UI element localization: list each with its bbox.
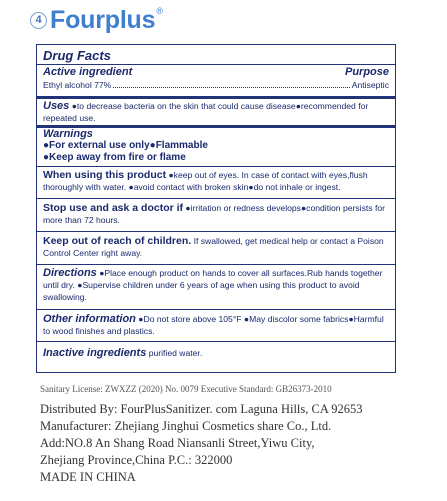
address-line-1: Add:NO.8 An Shang Road Niansanli Street,Yiwu City,: [40, 436, 315, 450]
when-using-text: keep out of eyes. In case of contact with eyes,flush thoroughly with water.: [43, 170, 368, 192]
directions-label: Directions: [43, 267, 97, 279]
inactive-label: Inactive ingredients: [43, 347, 147, 359]
when-using-text-2: avoid contact with broken skin: [133, 182, 249, 192]
when-using-text-3: do not inhale or ingest.: [253, 182, 341, 192]
brand-badge: 4: [30, 12, 47, 29]
manufacturer: Manufacturer: Zhejiang Jinghui Cosmetics share Co., Ltd.: [40, 419, 332, 433]
made-in: MADE IN CHINA: [40, 470, 136, 484]
keep-out-label: Keep out of reach of children.: [43, 235, 192, 247]
warnings-section: Warnings ●For external use only●Flammable ●Keep away from fire or flame: [37, 128, 395, 164]
directions-section: Directions ●Place enough product on hands to cover all surfaces.Rub hands together until dry. ●Supervise children under 6 years of age when using this product to avoid swallowing.: [43, 267, 383, 302]
ingredient-value: Ethyl alcohol 77%: [43, 80, 112, 90]
stop-use-text-1: irritation or redness develops: [190, 203, 301, 213]
warning-flammable: Flammable: [155, 140, 208, 151]
when-using-label: When using this product: [43, 169, 167, 181]
address-line-2: Zhejiang Province,China P.C.: 322000: [40, 453, 233, 467]
uses-text: to decrease bacteria on the skin that could cause disease: [76, 101, 296, 111]
warning-fire: Keep away from fire or flame: [49, 152, 186, 163]
keep-out-text: If swallowed, get medical help or contact a Poison Control Center right away.: [43, 236, 384, 258]
purpose-label: Purpose: [344, 66, 389, 78]
directions-text-1: Place enough product on hands to cover all surfaces.Rub hands together until dry.: [43, 268, 383, 290]
registered-mark: ®: [156, 6, 163, 16]
other-info-label: Other information: [43, 313, 136, 325]
drug-facts-title-section: [37, 47, 395, 65]
warnings-label: Warnings: [43, 128, 93, 140]
when-using-section: When using this product ●keep out of eyes. In case of contact with eyes,flush thoroughly with water. ●avoid contact with broken skin●do not inhale or ingest.: [43, 169, 368, 192]
inactive-section: [37, 347, 395, 359]
active-ingredient-section: [37, 66, 395, 91]
other-info-text-1: Do not store above 105°F: [143, 314, 242, 324]
inactive-text: purified water.: [148, 348, 203, 358]
distributed-by: Distributed By: FourPlusSanitizer. com Laguna Hills, CA 92653: [40, 402, 363, 416]
drug-facts-title: Drug Facts: [43, 48, 111, 63]
stop-use-label: Stop use and ask a doctor if: [43, 202, 184, 214]
directions-text-2: Supervise children under 6 years of age when using this product to avoid swallowing.: [43, 280, 360, 302]
other-info-text-3: Harmful to wood finishes and plastics.: [43, 314, 384, 336]
uses-text-2: recommended for repeated use.: [43, 101, 369, 123]
sanitary-license: Sanitary License: ZWXZZ (2020) No. 0079 Executive Standard: GB26373-2010: [40, 384, 332, 394]
uses-label: Uses: [43, 100, 70, 112]
brand-name: Fourplus: [50, 5, 156, 34]
purpose-value: Antiseptic: [351, 80, 389, 90]
stop-use-text-2: condition persists for more than 72 hours.: [43, 203, 385, 225]
keep-out-section: [37, 235, 395, 259]
drug-facts-panel: [36, 44, 396, 373]
warning-external: For external use only: [49, 140, 150, 151]
other-info-text-2: May discolor some fabrics: [249, 314, 349, 324]
stop-use-section: Stop use and ask a doctor if ●irritation or redness develops●condition persists for more than 72 hours.: [43, 202, 385, 225]
uses-section: Uses ●to decrease bacteria on the skin that could cause disease●recommended for repeated use.: [43, 100, 369, 123]
other-info-section: Other information ●Do not store above 105°F ●May discolor some fabrics●Harmful to wood finishes and plastics.: [43, 313, 384, 336]
active-ingredient-label: Active ingredient: [43, 66, 133, 78]
brand-logo: [30, 4, 163, 36]
